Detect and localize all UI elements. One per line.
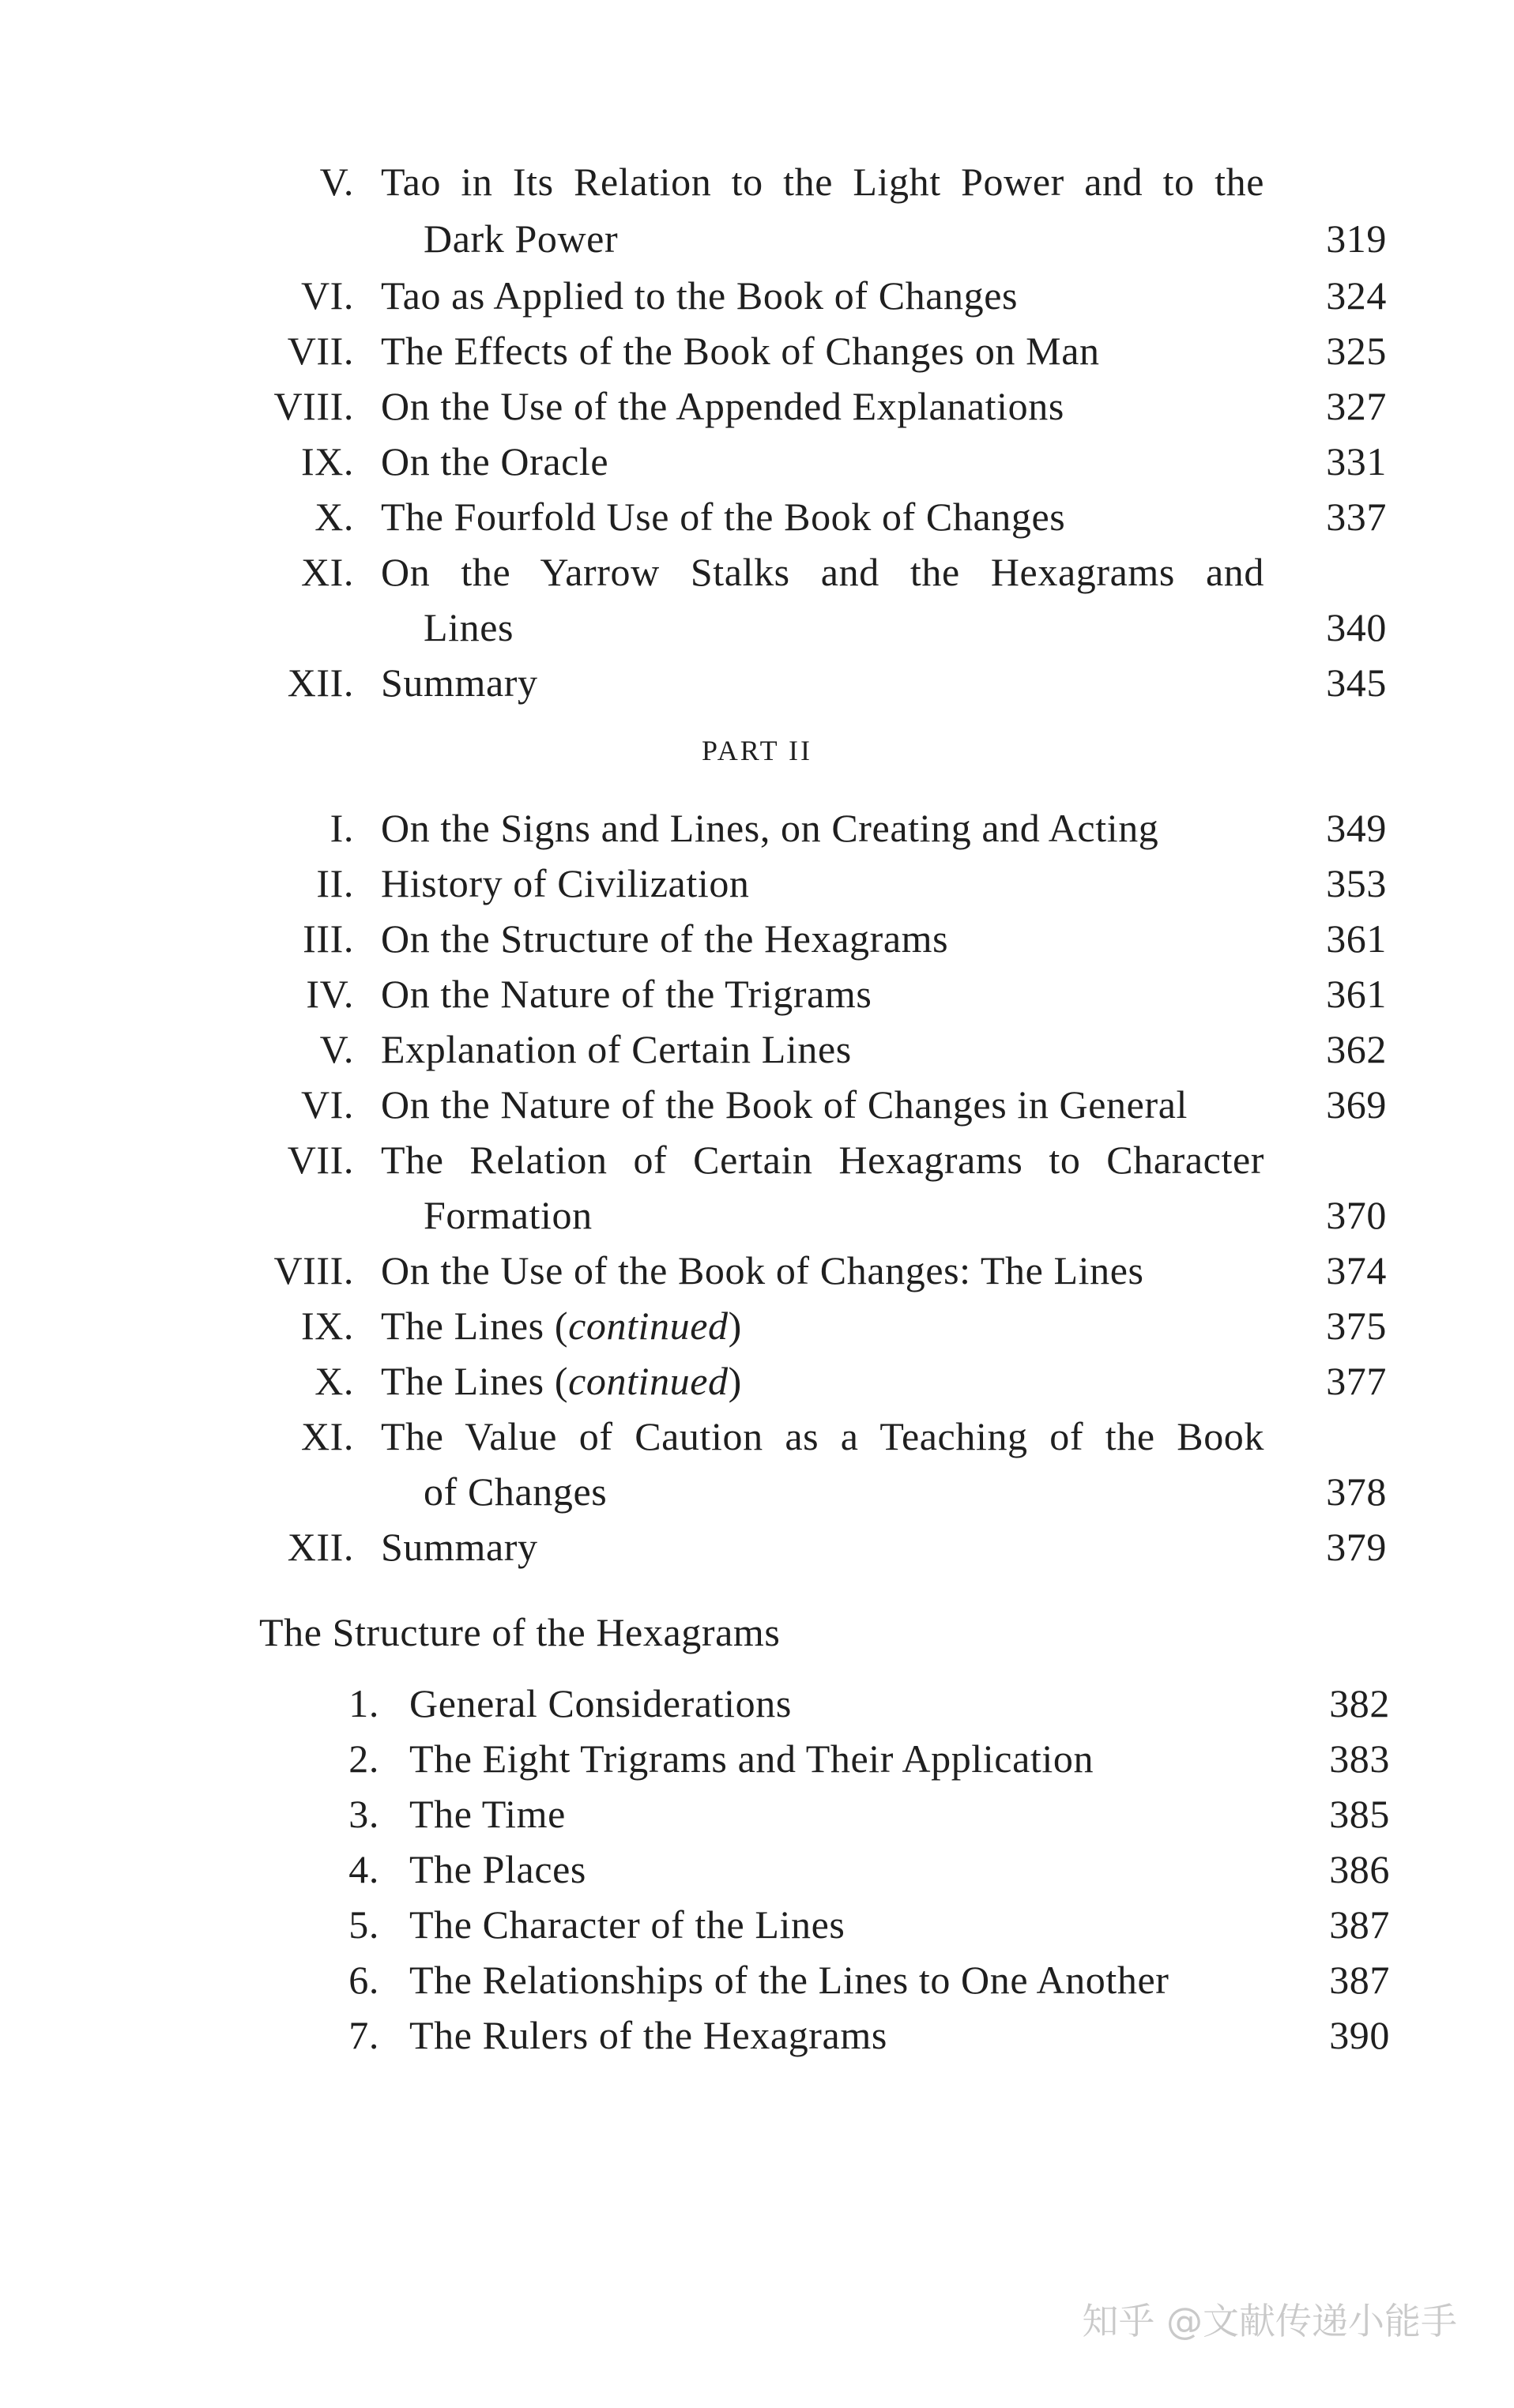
page-number: 387	[1329, 1902, 1390, 1947]
chapter-title: On the Use of the Book of Changes: The Lines	[381, 1248, 1144, 1292]
toc-entry	[237, 267, 1387, 324]
toc-entry	[237, 1785, 1390, 1842]
chapter-number: VIII.	[273, 384, 354, 428]
page-number: 382	[1329, 1681, 1390, 1725]
chapter-number: VII.	[287, 1138, 354, 1182]
page-number: 378	[1326, 1469, 1387, 1514]
chapter-title	[381, 1353, 742, 1409]
toc-entry	[237, 488, 1387, 545]
chapter-title: Summary	[381, 1525, 538, 1569]
page-number: 337	[1326, 495, 1387, 539]
toc-entry-continuation	[237, 599, 1387, 656]
page-number: 324	[1326, 273, 1387, 318]
chapter-title: On the Signs and Lines, on Creating and Acting	[381, 806, 1159, 850]
page-number: 386	[1329, 1847, 1390, 1891]
section-title: The Time	[409, 1792, 566, 1836]
page-number: 374	[1326, 1248, 1387, 1292]
page-number: 349	[1326, 806, 1387, 850]
chapter-title: Summary	[381, 660, 538, 705]
chapter-number: V.	[319, 1027, 354, 1071]
chapter-title-continuation: Lines	[424, 605, 514, 649]
chapter-title-italic: continued	[568, 1304, 729, 1348]
page-number: 331	[1326, 439, 1387, 483]
chapter-title	[381, 1297, 742, 1354]
chapter-title-end: )	[728, 1304, 742, 1348]
page-number: 361	[1326, 916, 1387, 961]
toc-entry	[237, 1021, 1387, 1078]
toc-entry-continuation	[237, 1463, 1387, 1520]
toc-entry	[237, 1896, 1390, 1953]
chapter-number: VII.	[287, 329, 354, 373]
toc-entry	[237, 378, 1387, 435]
toc-entry-continuation	[237, 1187, 1387, 1244]
page-number: 325	[1326, 329, 1387, 373]
page-number: 369	[1326, 1082, 1387, 1127]
section-number: 5.	[348, 1902, 379, 1947]
toc-entry	[237, 1076, 1387, 1133]
page-number: 361	[1326, 972, 1387, 1016]
page-number: 387	[1329, 1958, 1390, 2002]
toc-entry	[237, 654, 1387, 711]
page-number: 375	[1326, 1304, 1387, 1348]
section-number: 1.	[348, 1681, 379, 1725]
page-number: 353	[1326, 861, 1387, 905]
toc-entry	[237, 433, 1387, 490]
chapter-title: The Relation of Certain Hexagrams to Character	[381, 1138, 1264, 1182]
toc-entry	[237, 965, 1387, 1022]
chapter-number: IX.	[300, 439, 354, 483]
section-number: 2.	[348, 1736, 379, 1781]
chapter-title: On the Use of the Appended Explanations	[381, 384, 1064, 428]
chapter-title-end: )	[728, 1359, 742, 1403]
toc-entry	[237, 1408, 1387, 1465]
page-number: 379	[1326, 1525, 1387, 1569]
page-number: 327	[1326, 384, 1387, 428]
chapter-number: VIII.	[273, 1248, 354, 1292]
section-number: 4.	[348, 1847, 379, 1891]
section-number: 7.	[348, 2013, 379, 2057]
section-title: The Relationships of the Lines to One Another	[409, 1958, 1169, 2002]
chapter-title-continuation: Formation	[424, 1193, 593, 1237]
page-number: 370	[1326, 1193, 1387, 1237]
chapter-number: XII.	[287, 1525, 354, 1569]
chapter-number: III.	[303, 916, 354, 961]
chapter-number: IV.	[306, 972, 354, 1016]
section-number: 3.	[348, 1792, 379, 1836]
toc-entry	[237, 2007, 1390, 2064]
chapter-title: On the Nature of the Trigrams	[381, 972, 872, 1016]
page-number: 383	[1329, 1736, 1390, 1781]
chapter-number: VI.	[300, 1082, 354, 1127]
chapter-number: X.	[314, 495, 354, 539]
toc-entry	[237, 855, 1387, 912]
chapter-number: XII.	[287, 660, 354, 705]
toc-entry	[237, 153, 1387, 210]
toc-entry	[237, 910, 1387, 967]
chapter-number: X.	[314, 1359, 354, 1403]
page-number: 340	[1326, 605, 1387, 649]
section-title: The Character of the Lines	[409, 1902, 846, 1947]
chapter-title-text: The Lines (	[381, 1359, 569, 1403]
chapter-title: History of Civilization	[381, 861, 750, 905]
chapter-title: Tao in Its Relation to the Light Power and to the	[381, 160, 1264, 204]
chapter-number: II.	[316, 861, 354, 905]
toc-entry	[237, 1675, 1390, 1732]
page-number: 385	[1329, 1792, 1390, 1836]
toc-entry-continuation	[237, 210, 1387, 267]
section-title: The Places	[409, 1847, 586, 1891]
toc-entry	[237, 544, 1387, 600]
page-number: 345	[1326, 660, 1387, 705]
chapter-number: XI.	[300, 550, 354, 594]
chapter-title: On the Oracle	[381, 439, 609, 483]
toc-entry	[237, 1518, 1387, 1575]
page-number: 362	[1326, 1027, 1387, 1071]
toc-entry	[237, 1297, 1387, 1354]
toc-entry	[237, 1951, 1390, 2008]
chapter-title: On the Nature of the Book of Changes in General	[381, 1082, 1188, 1127]
toc-entry	[237, 322, 1387, 379]
chapter-title: On the Yarrow Stalks and the Hexagrams and	[381, 550, 1264, 594]
chapter-title: On the Structure of the Hexagrams	[381, 916, 949, 961]
toc-entry	[237, 1353, 1387, 1409]
section-number: 6.	[348, 1958, 379, 2002]
chapter-number: XI.	[300, 1414, 354, 1458]
watermark-text: 知乎 @文献传递小能手	[1082, 2300, 1457, 2342]
chapter-title: Tao as Applied to the Book of Changes	[381, 273, 1019, 318]
section-title: The Rulers of the Hexagrams	[409, 2013, 887, 2057]
page-number: 390	[1329, 2013, 1390, 2057]
part-heading: PART II	[702, 735, 812, 766]
chapter-number: VI.	[300, 273, 354, 318]
toc-entry	[237, 800, 1387, 856]
chapter-title-text: The Lines (	[381, 1304, 569, 1348]
section-title: General Considerations	[409, 1681, 792, 1725]
chapter-title: The Effects of the Book of Changes on Man	[381, 329, 1100, 373]
chapter-title-italic: continued	[568, 1359, 729, 1403]
section-title: The Eight Trigrams and Their Application	[409, 1736, 1094, 1781]
toc-entry	[237, 1242, 1387, 1299]
chapter-title: The Fourfold Use of the Book of Changes	[381, 495, 1066, 539]
chapter-title: The Value of Caution as a Teaching of the Book	[381, 1414, 1264, 1458]
page-number: 377	[1326, 1359, 1387, 1403]
page-number: 319	[1326, 216, 1387, 261]
chapter-number: I.	[330, 806, 354, 850]
chapter-title-continuation: of Changes	[424, 1469, 608, 1514]
chapter-title: Explanation of Certain Lines	[381, 1027, 852, 1071]
chapter-title-continuation: Dark Power	[424, 216, 619, 261]
toc-entry	[237, 1841, 1390, 1898]
chapter-number: V.	[319, 160, 354, 204]
chapter-number: IX.	[300, 1304, 354, 1348]
toc-entry	[237, 1131, 1387, 1188]
section-heading: The Structure of the Hexagrams	[259, 1610, 781, 1654]
toc-entry	[237, 1730, 1390, 1787]
